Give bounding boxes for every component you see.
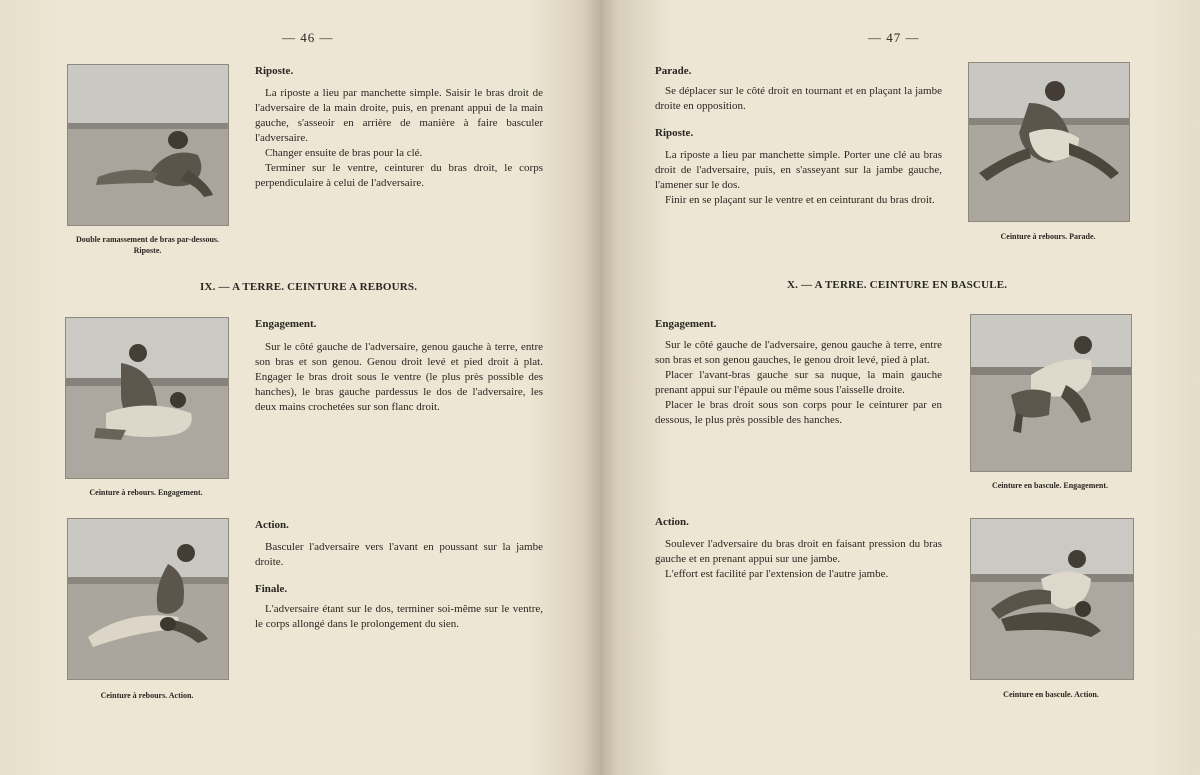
wrestlers-photo-illustration	[969, 63, 1129, 221]
text-parade	[655, 84, 942, 114]
photo-action-right	[970, 518, 1134, 680]
heading-riposte: Riposte.	[255, 65, 294, 77]
photo-riposte-left	[67, 64, 229, 226]
heading-riposte-right: Riposte.	[655, 127, 694, 139]
paragraph: Se déplacer sur le côté droit en tournant et en plaçant la jambe droite en opposition.	[655, 85, 942, 112]
caption-parade-right: Ceinture à rebours. Parade.	[1000, 232, 1096, 241]
wrestlers-photo-illustration	[971, 519, 1133, 679]
caption-line-2: Riposte.	[133, 246, 162, 255]
photo-engagement-left	[65, 317, 229, 479]
paragraph: Finir en se plaçant sur le ventre et en ceinturant du bras droit.	[665, 194, 935, 206]
paragraph: Sur le côté gauche de l'adversaire, genou gauche à terre, entre son bras et son genou gauches, le genou droit levé, pied à plat.	[655, 339, 942, 366]
heading-parade: Parade.	[655, 65, 692, 77]
section-title-x: X. — A TERRE. CEINTURE EN BASCULE.	[787, 279, 1008, 291]
text-engagement-right	[655, 338, 942, 428]
photo-engagement-right	[970, 314, 1132, 472]
photo-action-left	[67, 518, 229, 680]
text-riposte-right	[655, 148, 942, 208]
paragraph: Basculer l'adversaire vers l'avant en poussant sur la jambe droite.	[255, 541, 543, 568]
paragraph: Changer ensuite de bras pour la clé.	[265, 147, 423, 159]
caption-action-left: Ceinture à rebours. Action.	[100, 691, 194, 700]
text-engagement-left	[255, 340, 543, 415]
paragraph: La riposte a lieu par manchette simple. Saisir le bras droit de l'adversaire de la main droite, puis, en prenant appui de la main gauche, s'asseoir en arrière de manière à faire basculer l'adversaire.	[255, 87, 543, 144]
paragraph: Terminer sur le ventre, ceinturer du bras droit, le corps perpendiculaire à celui de l'adversaire.	[255, 162, 543, 189]
caption-engagement-left: Ceinture à rebours. Engagement.	[89, 488, 203, 497]
wrestlers-photo-illustration	[66, 318, 228, 478]
paragraph: L'adversaire étant sur le dos, terminer soi-même sur le ventre, le corps allongé dans le prolongement du sien.	[255, 603, 543, 630]
wrestlers-photo-illustration	[971, 315, 1131, 471]
caption-action-right: Ceinture en bascule. Action.	[1003, 690, 1099, 699]
caption-riposte-left	[60, 234, 235, 256]
paragraph: Placer l'avant-bras gauche sur sa nuque, la main gauche prenant appui sur l'épaule ou même sous l'aisselle droite.	[655, 369, 942, 396]
paragraph: La riposte a lieu par manchette simple. Porter une clé au bras droit de l'adversaire, puis, en s'asseyant sur la jambe gauche, l'amener sur le dos.	[655, 149, 942, 191]
wrestlers-photo-illustration	[68, 65, 228, 225]
paragraph: L'effort est facilité par l'extension de l'autre jambe.	[665, 568, 889, 580]
text-finale	[255, 602, 543, 632]
paragraph: Sur le côté gauche de l'adversaire, genou gauche à terre, entre son bras et son genou. Genou droit levé et pied droit à plat. Engager le bras droit sous le ventre (le plus près possible des hanches), le bras gauche pardessus le dos de l'adversaire, les deux mains crochetées sur son flanc droit.	[255, 341, 543, 413]
right-page	[600, 0, 1200, 775]
text-riposte	[255, 86, 543, 191]
photo-parade-right	[968, 62, 1130, 222]
wrestlers-photo-illustration	[68, 519, 228, 679]
paragraph: Placer le bras droit sous son corps pour le ceinturer par en dessous, le plus près possible des hanches.	[655, 399, 942, 426]
caption-engagement-right: Ceinture en bascule. Engagement.	[991, 481, 1109, 490]
heading-action-right: Action.	[655, 516, 689, 528]
text-action-left	[255, 540, 543, 570]
heading-action-left: Action.	[255, 519, 289, 531]
section-title-ix: IX. — A TERRE. CEINTURE A REBOURS.	[200, 281, 418, 293]
caption-line-1: Double ramassement de bras par-dessous.	[75, 235, 220, 244]
heading-finale: Finale.	[255, 583, 288, 595]
page-number-left: — 46 —	[282, 30, 334, 45]
heading-engagement-right: Engagement.	[655, 318, 717, 330]
text-action-right	[655, 537, 942, 582]
heading-engagement-left: Engagement.	[255, 318, 317, 330]
page-number-right: — 47 —	[868, 30, 920, 45]
paragraph: Soulever l'adversaire du bras droit en faisant pression du bras gauche et en prenant appui sur une jambe.	[655, 538, 942, 565]
